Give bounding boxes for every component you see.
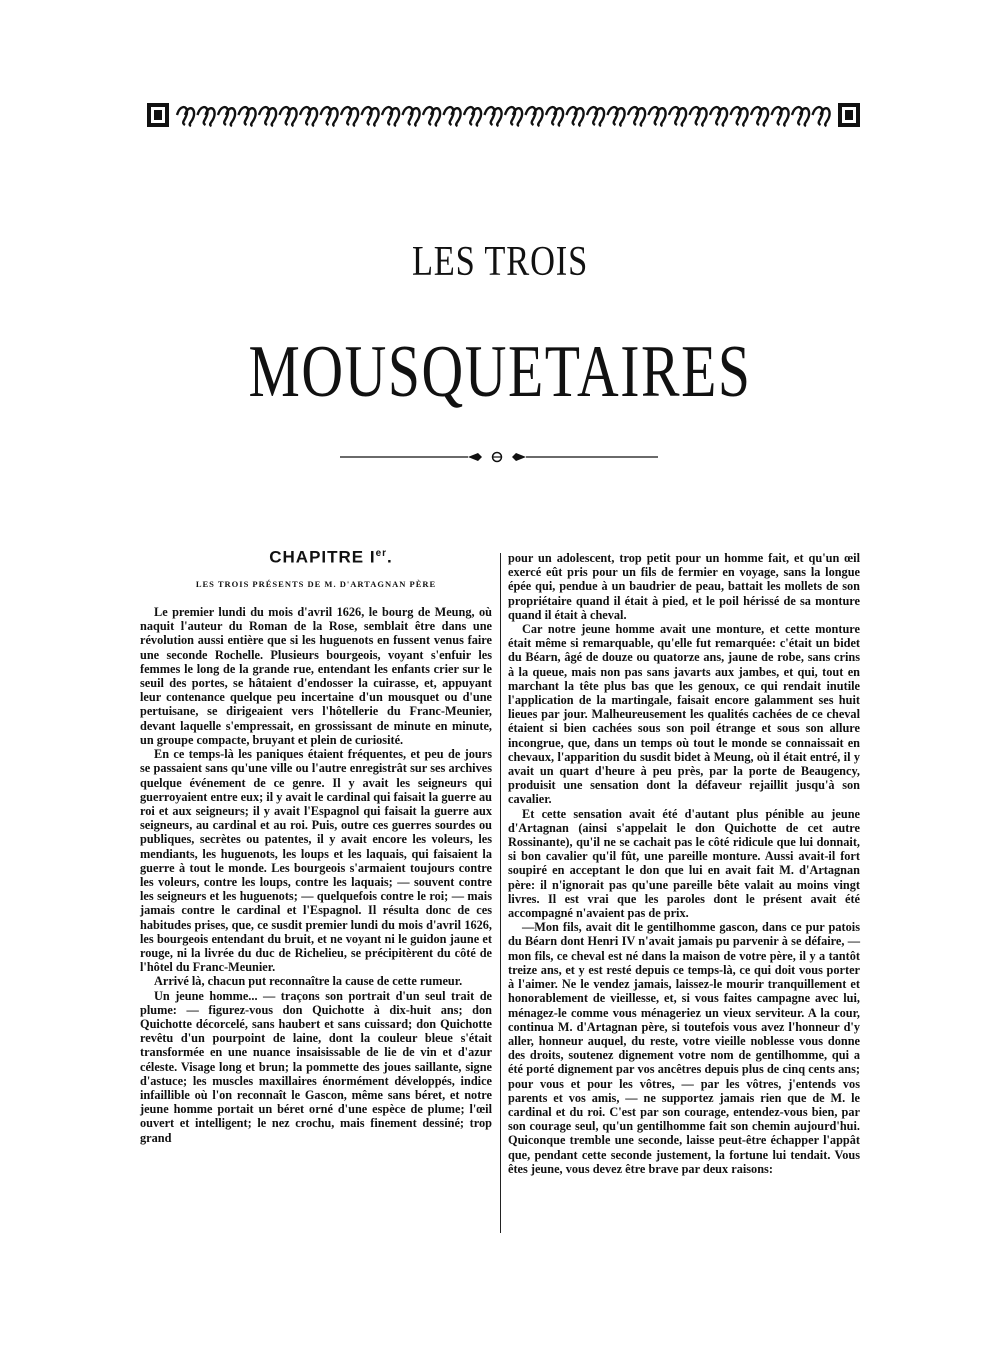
ornament-knot	[382, 107, 399, 126]
ornament-knot	[628, 107, 645, 126]
ornament-knot	[526, 107, 543, 126]
chapter-subtitle: LES TROIS PRÉSENTS DE M. D'ARTAGNAN PÈRE	[195, 578, 437, 589]
ornament-knot	[772, 107, 789, 126]
paragraph: pour un adolescent, trop petit pour un homme fait, et qu'un œil exercé eût pris pour un fils de fermier en voyage, sans la longue épée qui, pendue à un baudrier de peau, battait les mollets de son propriétaire quand il était à pied, et le poil hérissé de sa monture quand il était à cheval.	[508, 551, 860, 622]
ornament-knot	[813, 107, 830, 126]
paragraph: En ce temps-là les paniques étaient fréquentes, et peu de jours se passaient sans qu'une ville ou l'autre enregistrât sur ses archives quelque événement de ce genre. Il y avait les seigneurs qui guerroyaient entre eux; il y avait le cardinal qui faisait la guerre au roi et aux seigneurs; il y avait l'Espagnol qui faisait la guerre aux seigneurs, au cardinal et au roi. Puis, outre ces guerres sourdes ou publiques, secrètes ou patentes, il y avait encore les voleurs, les mendiants, les huguenots, les loups et les laquais, qui faisaient la guerre à tout le monde. Les bourgeois s'armaient toujours contre les voleurs, contre les loups, contre les laquais; — souvent contre les seigneurs et les huguenots; — quelquefois contre le roi; — mais jamais contre le cardinal et l'Espagnol. Il résulta donc de ces habitudes prises, que, ce susdit premier lundi du mois d'avril 1626, les bourgeois entendant du bruit, et ne voyant ni le guidon jaune et rouge, ni la livrée du duc de Richelieu, se précipitèrent du côté de l'hôtel du Franc-Meunier.	[140, 747, 492, 975]
ornament-knot	[403, 107, 420, 126]
ornament-knot	[710, 107, 727, 126]
ornament-knot	[485, 107, 502, 126]
chapter-heading: CHAPITRE Ier.	[269, 547, 393, 567]
ornament-knot	[321, 107, 338, 126]
ornament-knot	[669, 107, 686, 126]
ornament-knot	[218, 107, 235, 126]
paragraph: Car notre jeune homme avait une monture, et cette monture était même si remarquable, qu'elle fut remarquée: c'était un bidet du Béarn, âgé de douze ou quatorze ans, jaune de robe, sans crins à la queue, mais non pas sans javarts aux jambes, et qui, tout en marchant la tête plus bas que les genoux, ce qui rendait inutile l'application de la martingale, faisait encore galamment ses huit lieues par jour. Malheureusement les qualités cachées de ce cheval étaient si bien cachées sous son poil étrange et sous son allure incongrue, que, dans un temps où tout le monde se connaissait en chevaux, l'apparition du susdit bidet à Meung, où il était entré, il y avait un quart d'heure à peu près, par la porte de Beaugency, produisit une sensation dont la défaveur rejaillit jusqu'à son cavalier.	[508, 622, 860, 807]
paragraph: Un jeune homme... — traçons son portrait d'un seul trait de plume: — figurez-vous don Quichotte à dix-huit ans; don Quichotte décorcelé, sans haubert et sans cuissard; don Quichotte revêtu d'un pourpoint de laine, dont la couleur bleue s'était transformée en une nuance insaisissable de lie de vin et d'azur céleste. Visage long et brun; la pommette des joues saillante, signe d'astuce; les muscles maxillaires énormément développés, indice infaillible où l'on reconnaît le Gascon, même sans béret, et notre jeune homme portait un béret orné d'une espèce de plume; l'œil ouvert et intelligent; le nez crochu, mais finement dessiné; trop grand	[140, 988, 492, 1145]
ornament-knot	[464, 107, 481, 126]
ornament-knot	[423, 107, 440, 126]
text-column-right	[508, 551, 860, 1176]
ornament-knot	[751, 107, 768, 126]
ornament-knot	[546, 107, 563, 126]
ornament-knot	[649, 107, 666, 126]
ornament-knot	[608, 107, 625, 126]
title-line-2: MOUSQUETAIRES	[248, 331, 752, 413]
title-line-1: LES TROIS	[411, 239, 589, 285]
ornament-knot	[444, 107, 461, 126]
paragraph: Et cette sensation avait été d'autant plus pénible au jeune d'Artagnan (ainsi s'appelait le don Quichotte de cet autre Rossinante), qu'il ne se cachait pas le côté ridicule que lui donnait, si bon cavalier qu'il fût, une pareille monture. Aussi avait-il fort soupiré en acceptant le don que lui en avait fait M. d'Artagnan père: il n'ignorait pas qu'une pareille bête valait au moins vingt livres. Il est vrai que les paroles dont le présent avait été accompagné n'avaient pas de prix.	[508, 806, 860, 921]
ornament-knot	[259, 107, 276, 126]
ornament-knot	[587, 107, 604, 126]
ornament-knot	[362, 107, 379, 126]
ornament-knot	[300, 107, 317, 126]
ornament-knot	[177, 107, 194, 126]
title-rule	[340, 450, 658, 464]
ornament-knot	[731, 107, 748, 126]
ornament-knot	[239, 107, 256, 126]
ornament-knot	[280, 107, 297, 126]
paragraph: —Mon fils, avait dit le gentilhomme gascon, dans ce pur patois du Béarn dont Henri IV n'avait jamais pu parvenir à se défaire, — mon fils, ce cheval est né dans la maison de votre père, il y a tantôt treize ans, et y est resté depuis ce temps-là, ce qui doit vous porter à l'aimer. Ne le vendez jamais, laissez-le mourir tranquillement et honorablement de vieillesse, et, si vous faites campagne avec lui, ménagez-le comme vous ménageriez un vieux serviteur. A la cour, continua M. d'Artagnan père, si toutefois vous avez l'honneur d'y aller, honneur auquel, du reste, votre vieille noblesse vous donne des droits, soutenez dignement votre nom de gentilhomme, qui a été porté dignement par vos ancêtres depuis plus de cinq cents ans; pour vous et pour les vôtres, — par les vôtres, j'entends vos parents et vos amis, — ne supportez jamais rien que de M. le cardinal et du roi. C'est par son courage, entendez-vous bien, par son courage seul, qu'un gentilhomme fait son chemin aujourd'hui. Quiconque tremble une seconde, laisse peut-être échapper l'appât que, pendant cette seconde justement, la fortune lui tendait. Vous êtes jeune, vous devez être brave par deux raisons:	[508, 920, 860, 1176]
paragraph: Le premier lundi du mois d'avril 1626, le bourg de Meung, où naquit l'auteur du Roman de la Rose, semblait être dans une révolution aussi entière que si les huguenots en fussent venus faire une seconde Rochelle. Plusieurs bourgeois, voyant s'enfuir les femmes le long de la grande rue, entendant les enfants crier sur le seuil des portes, se hâtaient d'endosser la cuirasse, et, appuyant leur contenance quelque peu incertaine d'un mousquet ou d'une pertuisane, se dirigeaient vers l'hôtellerie du Franc-Meunier, devant laquelle s'empressait, en grossissant de minute en minute, un groupe compacte, bruyant et plein de curiosité.	[140, 605, 492, 747]
ornament-knot	[505, 107, 522, 126]
ornament-knot	[690, 107, 707, 126]
ornament-knot	[198, 107, 215, 126]
column-divider	[500, 553, 501, 1233]
ornament-border	[147, 102, 860, 128]
paragraph: Arrivé là, chacun put reconnaître la cause de cette rumeur.	[154, 974, 463, 989]
ornament-knot	[341, 107, 358, 126]
text-column-left	[140, 545, 492, 1145]
ornament-knot	[792, 107, 809, 126]
ornament-knot	[567, 107, 584, 126]
